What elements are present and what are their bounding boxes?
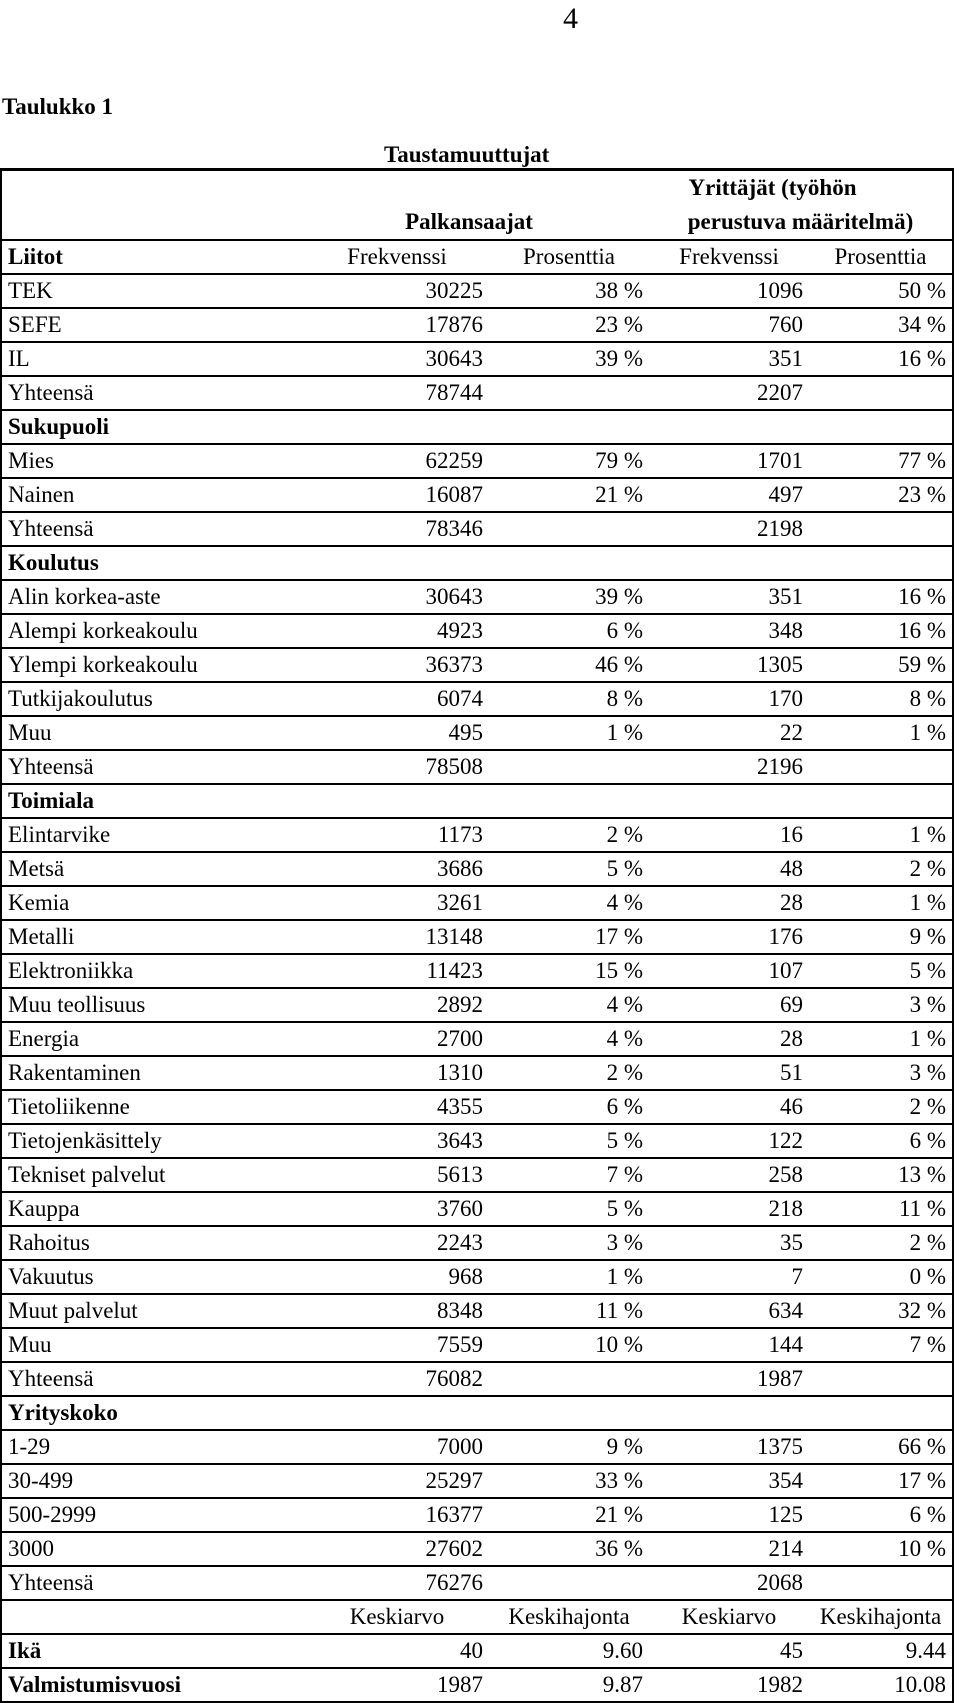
row-label: 500-2999 [1,1498,305,1532]
cell-c1: 30643 [305,342,489,376]
row-label: Mies [1,444,305,478]
cell-c3: 214 [649,1532,809,1566]
cell-c3: 2207 [649,376,809,410]
cell-c4 [809,410,953,444]
table-row [1,1294,953,1328]
cell-c1: 2700 [305,1022,489,1056]
cell-c1 [305,410,489,444]
table-row [1,342,953,376]
table-row [1,716,953,750]
cell-c1: 7559 [305,1328,489,1362]
cell-c2: 11 % [489,1294,649,1328]
cell-c3: 69 [649,988,809,1022]
row-label: SEFE [1,308,305,342]
cell-c4: 0 % [809,1260,953,1294]
table-row [1,1668,953,1702]
table-row [1,886,953,920]
cell-c3: 7 [649,1260,809,1294]
row-label: Yhteensä [1,750,305,784]
cell-c1: 7000 [305,1430,489,1464]
cell-c3: 351 [649,580,809,614]
cell-c4: 11 % [809,1192,953,1226]
table-row [1,1430,953,1464]
cell-c1: 11423 [305,954,489,988]
column-header-frequency-2: Frekvenssi [649,240,809,274]
cell-c1: 30225 [305,274,489,308]
cell-c2 [489,546,649,580]
cell-c1: 8348 [305,1294,489,1328]
section-header-row [1,1396,953,1430]
table-row [1,818,953,852]
stats-header-blank [1,1600,305,1634]
section-header-row [1,546,953,580]
group-label-entrepreneurs-line1: Yrittäjät (työhön [688,175,857,200]
cell-c3: 348 [649,614,809,648]
cell-c1: 78346 [305,512,489,546]
cell-c2: 6 % [489,614,649,648]
row-label: Yhteensä [1,1566,305,1600]
table-row [1,1566,953,1600]
table-caption: Taustamuuttujat [384,142,550,167]
cell-c2 [489,376,649,410]
row-label: Tutkijakoulutus [1,682,305,716]
table-row [1,614,953,648]
column-header-percent-1: Prosenttia [489,240,649,274]
row-label: Kemia [1,886,305,920]
cell-c2: 4 % [489,886,649,920]
cell-c3: 122 [649,1124,809,1158]
cell-c3: 258 [649,1158,809,1192]
cell-c1: 76082 [305,1362,489,1396]
cell-c1: 2243 [305,1226,489,1260]
cell-c4: 17 % [809,1464,953,1498]
cell-c3: 760 [649,308,809,342]
table-row [1,1464,953,1498]
cell-c4: 1 % [809,886,953,920]
cell-c1: 3643 [305,1124,489,1158]
cell-c3: 634 [649,1294,809,1328]
cell-c3: 2198 [649,512,809,546]
cell-c3: 176 [649,920,809,954]
table-row [1,1498,953,1532]
table-row [1,682,953,716]
row-label: Kauppa [1,1192,305,1226]
row-label: Valmistumisvuosi [1,1668,305,1702]
cell-c4 [809,750,953,784]
cell-c3: 35 [649,1226,809,1260]
row-label: Tietojenkäsittely [1,1124,305,1158]
cell-c2: 3 % [489,1226,649,1260]
row-label: Sukupuoli [1,410,305,444]
cell-c3: 170 [649,682,809,716]
group-header-entrepreneurs [649,170,953,241]
cell-c3: 48 [649,852,809,886]
cell-c1: 6074 [305,682,489,716]
row-label: Muut palvelut [1,1294,305,1328]
cell-c4: 16 % [809,580,953,614]
row-label: Yhteensä [1,376,305,410]
table-row [1,1056,953,1090]
cell-c2: 1 % [489,1260,649,1294]
cell-c1: 1173 [305,818,489,852]
cell-c3: 1375 [649,1430,809,1464]
page-number: 4 [563,2,578,35]
table-row [1,920,953,954]
cell-c2: 17 % [489,920,649,954]
cell-c1: 2892 [305,988,489,1022]
cell-c2 [489,750,649,784]
row-label: IL [1,342,305,376]
cell-c1: 3261 [305,886,489,920]
cell-c4: 1 % [809,818,953,852]
cell-c1: 25297 [305,1464,489,1498]
cell-c1: 495 [305,716,489,750]
row-label: Ikä [1,1634,305,1668]
cell-c2: 33 % [489,1464,649,1498]
cell-c4: 16 % [809,342,953,376]
table-row [1,1362,953,1396]
cell-c1: 40 [305,1634,489,1668]
row-label: Metsä [1,852,305,886]
row-label: 30-499 [1,1464,305,1498]
cell-c2: 5 % [489,1192,649,1226]
cell-c1: 1310 [305,1056,489,1090]
cell-c4 [809,1362,953,1396]
cell-c1: 3686 [305,852,489,886]
table-row [1,580,953,614]
row-label: Ylempi korkeakoulu [1,648,305,682]
cell-c4: 9 % [809,920,953,954]
cell-c3: 1987 [649,1362,809,1396]
cell-c2: 39 % [489,580,649,614]
cell-c4: 5 % [809,954,953,988]
cell-c2: 23 % [489,308,649,342]
table-row [1,1192,953,1226]
cell-c1: 36373 [305,648,489,682]
cell-c2: 9.60 [489,1634,649,1668]
cell-c4: 1 % [809,1022,953,1056]
row-label: Koulutus [1,546,305,580]
cell-c2: 9 % [489,1430,649,1464]
cell-c4 [809,784,953,818]
table-row [1,1022,953,1056]
table-row [1,512,953,546]
table-row [1,1158,953,1192]
row-label: Toimiala [1,784,305,818]
row-label: Energia [1,1022,305,1056]
cell-c4: 10 % [809,1532,953,1566]
column-header-row [1,240,953,274]
cell-c3: 354 [649,1464,809,1498]
cell-c4: 50 % [809,274,953,308]
cell-c2: 2 % [489,1056,649,1090]
cell-c4: 3 % [809,988,953,1022]
cell-c4: 2 % [809,1090,953,1124]
table-row [1,1532,953,1566]
cell-c1 [305,784,489,818]
row-label: Elintarvike [1,818,305,852]
cell-c2: 36 % [489,1532,649,1566]
cell-c3: 351 [649,342,809,376]
table-row [1,954,953,988]
cell-c1: 27602 [305,1532,489,1566]
cell-c4: 23 % [809,478,953,512]
cell-c3: 45 [649,1634,809,1668]
table-title: Taulukko 1 [2,94,114,119]
cell-c4 [809,376,953,410]
cell-c4: 32 % [809,1294,953,1328]
cell-c4: 6 % [809,1498,953,1532]
cell-c1: 76276 [305,1566,489,1600]
cell-c2 [489,1396,649,1430]
row-label: Yrityskoko [1,1396,305,1430]
row-label: Alin korkea-aste [1,580,305,614]
column-header-label: Liitot [1,240,305,274]
cell-c3: 16 [649,818,809,852]
table-row [1,1634,953,1668]
cell-c1: 4923 [305,614,489,648]
cell-c3: 1701 [649,444,809,478]
row-label: Tekniset palvelut [1,1158,305,1192]
cell-c3: 46 [649,1090,809,1124]
cell-c4: 16 % [809,614,953,648]
cell-c2 [489,784,649,818]
cell-c1: 17876 [305,308,489,342]
row-label: Elektroniikka [1,954,305,988]
cell-c1: 5613 [305,1158,489,1192]
table-row [1,308,953,342]
row-label: Metalli [1,920,305,954]
cell-c1: 16377 [305,1498,489,1532]
stats-header-c1: Keskiarvo [305,1600,489,1634]
cell-c4 [809,512,953,546]
section-header-row [1,410,953,444]
table-row [1,274,953,308]
table-row [1,750,953,784]
table-row [1,444,953,478]
row-label: 1-29 [1,1430,305,1464]
cell-c2: 21 % [489,1498,649,1532]
group-label-employees: Palkansaajat [405,209,533,234]
cell-c2 [489,512,649,546]
cell-c1: 1987 [305,1668,489,1702]
column-header-frequency-1: Frekvenssi [305,240,489,274]
cell-c2: 10 % [489,1328,649,1362]
table-row [1,1260,953,1294]
cell-c4: 7 % [809,1328,953,1362]
stats-header-c3: Keskiarvo [649,1600,809,1634]
cell-c2: 38 % [489,274,649,308]
cell-c2: 1 % [489,716,649,750]
cell-c2: 4 % [489,988,649,1022]
cell-c2: 9.87 [489,1668,649,1702]
cell-c4: 10.08 [809,1668,953,1702]
cell-c2: 4 % [489,1022,649,1056]
cell-c4 [809,1566,953,1600]
table-row [1,1090,953,1124]
cell-c4: 9.44 [809,1634,953,1668]
cell-c2: 6 % [489,1090,649,1124]
row-label: Yhteensä [1,512,305,546]
cell-c4 [809,546,953,580]
cell-c3: 1982 [649,1668,809,1702]
stats-header-c2: Keskihajonta [489,1600,649,1634]
cell-c3: 1305 [649,648,809,682]
table-row [1,1226,953,1260]
cell-c2: 5 % [489,852,649,886]
cell-c1: 3760 [305,1192,489,1226]
group-header-row [1,170,953,241]
column-header-percent-2: Prosenttia [809,240,953,274]
table-row [1,648,953,682]
cell-c3: 51 [649,1056,809,1090]
cell-c1 [305,546,489,580]
stats-header-row [1,1600,953,1634]
cell-c3: 144 [649,1328,809,1362]
cell-c3 [649,546,809,580]
cell-c1: 62259 [305,444,489,478]
cell-c3 [649,410,809,444]
cell-c4: 66 % [809,1430,953,1464]
cell-c2 [489,1566,649,1600]
stats-header-c4: Keskihajonta [809,1600,953,1634]
table-row [1,1124,953,1158]
table-row [1,988,953,1022]
cell-c4: 3 % [809,1056,953,1090]
cell-c1: 78508 [305,750,489,784]
cell-c4: 34 % [809,308,953,342]
cell-c3: 28 [649,1022,809,1056]
cell-c2: 8 % [489,682,649,716]
cell-c4: 6 % [809,1124,953,1158]
group-header-employees [305,170,649,241]
cell-c3: 497 [649,478,809,512]
cell-c2: 46 % [489,648,649,682]
table-row [1,478,953,512]
cell-c2: 21 % [489,478,649,512]
cell-c1: 16087 [305,478,489,512]
row-label: Yhteensä [1,1362,305,1396]
cell-c2: 39 % [489,342,649,376]
row-label: Rakentaminen [1,1056,305,1090]
row-label: Alempi korkeakoulu [1,614,305,648]
cell-c3: 218 [649,1192,809,1226]
cell-c4: 13 % [809,1158,953,1192]
group-label-entrepreneurs-line2: perustuva määritelmä) [687,209,914,234]
row-label: Muu [1,716,305,750]
cell-c1: 30643 [305,580,489,614]
cell-c4: 2 % [809,852,953,886]
row-label: Rahoitus [1,1226,305,1260]
row-label: 3000 [1,1532,305,1566]
cell-c2: 79 % [489,444,649,478]
cell-c1 [305,1396,489,1430]
cell-c4: 77 % [809,444,953,478]
cell-c3: 125 [649,1498,809,1532]
row-label: Nainen [1,478,305,512]
cell-c4: 8 % [809,682,953,716]
cell-c1: 13148 [305,920,489,954]
cell-c2 [489,1362,649,1396]
cell-c3: 28 [649,886,809,920]
cell-c3: 2196 [649,750,809,784]
table-row [1,1328,953,1362]
cell-c3: 107 [649,954,809,988]
cell-c1: 78744 [305,376,489,410]
row-label: TEK [1,274,305,308]
table-row [1,376,953,410]
cell-c3 [649,1396,809,1430]
row-label: Tietoliikenne [1,1090,305,1124]
cell-c2: 5 % [489,1124,649,1158]
cell-c2: 2 % [489,818,649,852]
table-row [1,852,953,886]
cell-c2: 15 % [489,954,649,988]
row-label: Muu [1,1328,305,1362]
cell-c4 [809,1396,953,1430]
cell-c4: 59 % [809,648,953,682]
section-header-row [1,784,953,818]
cell-c2: 7 % [489,1158,649,1192]
cell-c3: 1096 [649,274,809,308]
cell-c3: 22 [649,716,809,750]
cell-c2 [489,410,649,444]
cell-c1: 968 [305,1260,489,1294]
cell-c4: 1 % [809,716,953,750]
row-label: Muu teollisuus [1,988,305,1022]
cell-c3 [649,784,809,818]
cell-c4: 2 % [809,1226,953,1260]
cell-c1: 4355 [305,1090,489,1124]
background-variables-table [0,168,954,1703]
cell-c3: 2068 [649,1566,809,1600]
row-label: Vakuutus [1,1260,305,1294]
